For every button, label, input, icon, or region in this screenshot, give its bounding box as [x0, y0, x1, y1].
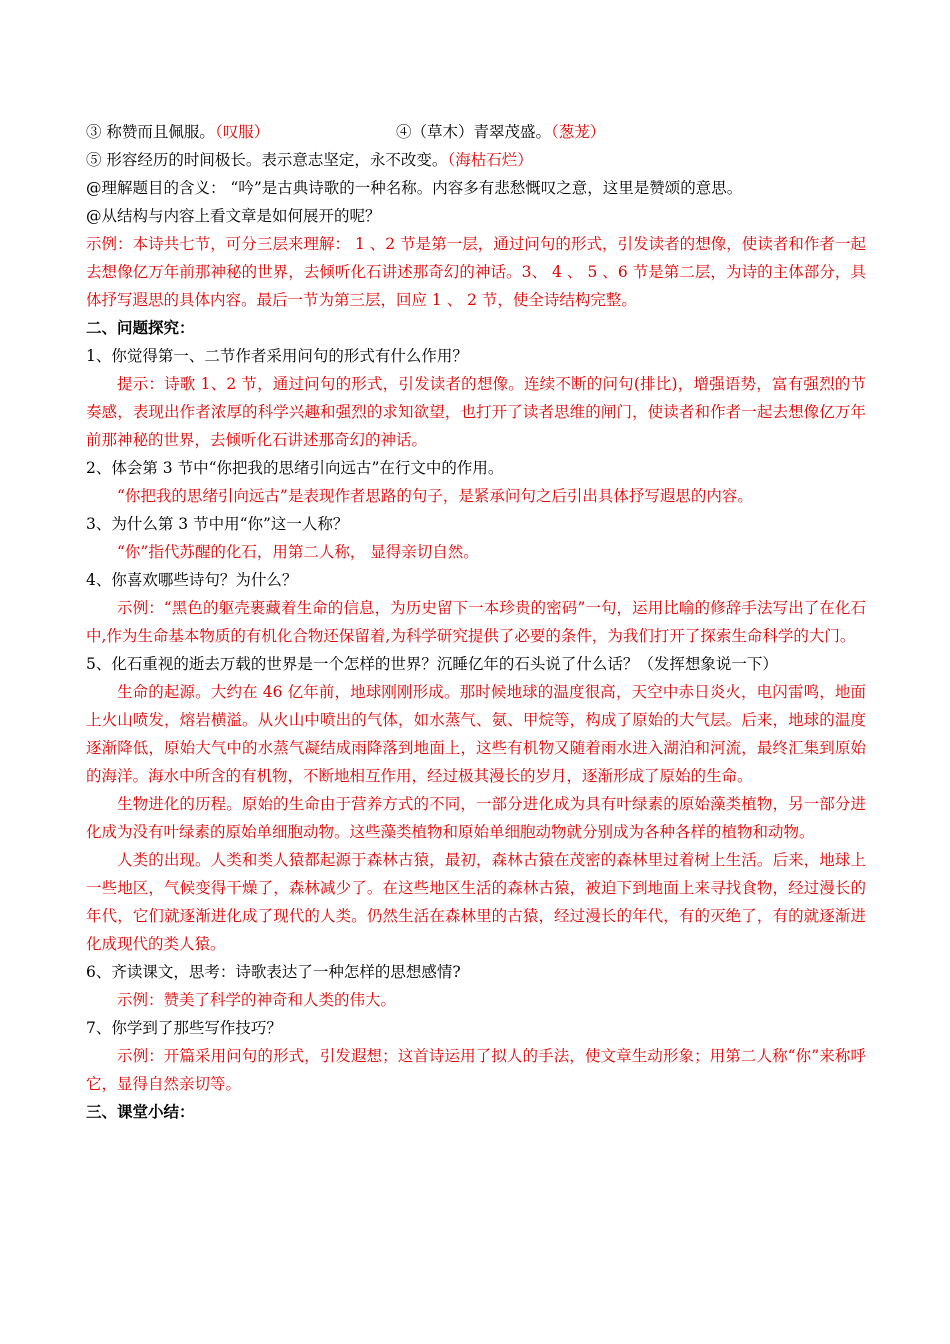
- vocab-item-5-text: ⑤ 形容经历的时间极长。表示意志坚定，永不改变。: [86, 151, 448, 169]
- answer-1: 提示：诗歌 1、2 节，通过问句的形式，引发读者的想像。连续不断的问句(排比)，增强语势，富有强烈的节奏感，表现出作者浓厚的科学兴趣和强烈的求知欲望，也打开了读者思维的闸门，使读者和作者一起去想像亿万年前那神秘的世界，去倾听化石讲述那奇幻的神话。: [86, 375, 866, 449]
- vocab-item-4-answer: （葱茏）: [551, 123, 606, 141]
- question-5: 5、化石重视的逝去万载的世界是一个怎样的世界？沉睡亿年的石头说了什么话？（发挥想象说一下）: [86, 655, 778, 673]
- section-2-heading: 二、问题探究：: [86, 318, 195, 337]
- vocab-item-5: [86, 146, 866, 174]
- answer-5-human-origin: 人类的出现。人类和类人猿都起源于森林古猿，最初，森林古猿在茂密的森林里过着树上生活。后来，地球上一些地区，气候变得干燥了，森林减少了。在这些地区生活的森林古猿，被迫下到地面上来寻找食物，经过漫长的年代，它们就逐渐进化成了现代的人类。仍然生活在森林里的古猿，经过漫长的年代，有的灭绝了，有的就逐渐进化成现代的类人猿。: [86, 851, 866, 953]
- vocab-item-5-answer: （海枯石烂）: [447, 151, 533, 169]
- structure-answer: 示例：本诗共七节，可分三层来理解： 1 、2 节是第一层，通过问句的形式，引发读者的想像，使读者和作者一起去想像亿万年前那神秘的世界，去倾听化石讲述那奇幻的神话。3、 4 、 5 、6 节是第二层，为诗的主体部分，具体抒写遐思的具体内容。最后一节为第三层，回应 1 、 2 节，使全诗结构完整。: [86, 235, 866, 309]
- question-4: 4、你喜欢哪些诗句？为什么？: [86, 571, 298, 589]
- answer-4: 示例：“黑色的躯壳裹藏着生命的信息，为历史留下一本珍贵的密码”一句，运用比喻的修辞手法写出了在化石中,作为生命基本物质的有机化合物还保留着,为科学研究提供了必要的条件，为我们打开了探索生命科学的大门。: [86, 599, 866, 645]
- vocab-row-1: [86, 118, 866, 146]
- document-content: [86, 118, 866, 1126]
- answer-5-origin-of-life: 生命的起源。大约在 46 亿年前，地球刚刚形成。那时候地球的温度很高，天空中赤日炎火，电闪雷鸣，地面上火山喷发，熔岩横溢。从火山中喷出的气体，如水蒸气、氨、甲烷等，构成了原始的大气层。后来，地球的温度逐渐降低，原始大气中的水蒸气凝结成雨降落到地面上，这些有机物又随着雨水进入湖泊和河流，最终汇集到原始的海洋。海水中所含的有机物，不断地相互作用，经过极其漫长的岁月，逐渐形成了原始的生命。: [86, 683, 866, 785]
- vocab-item-4-text: ④（草木）青翠茂盛。: [396, 123, 552, 141]
- answer-2: “你把我的思绪引向远古”是表现作者思路的句子，是紧承问句之后引出具体抒写遐思的内容。: [117, 487, 753, 505]
- question-6: 6、齐读课文，思考：诗歌表达了一种怎样的思想感情?: [86, 963, 461, 981]
- vocab-item-3-text: ③ 称赞而且佩服。: [86, 123, 215, 141]
- question-1: 1、你觉得第一、二节作者采用问句的形式有什么作用？: [86, 347, 468, 365]
- answer-6: 示例：赞美了科学的神奇和人类的伟大。: [117, 991, 397, 1009]
- section-3-heading: 三、课堂小结：: [86, 1102, 195, 1121]
- vocab-item-3-answer: （叹服）: [214, 123, 270, 141]
- question-3: 3、为什么第 3 节中用“你”这一人称？: [86, 515, 349, 533]
- question-2: 2、体会第 3 节中“你把我的思绪引向远古”在行文中的作用。: [86, 459, 504, 477]
- vocab-item-4: [396, 118, 605, 146]
- answer-3: “你”指代苏醒的化石，用第二人称， 显得亲切自然。: [117, 543, 479, 561]
- structure-question: @从结构与内容上看文章是如何展开的呢？: [86, 207, 381, 225]
- answer-7: 示例：开篇采用问句的形式，引发遐想；这首诗运用了拟人的手法，使文章生动形象；用第二人称“你”来称呼它，显得自然亲切等。: [86, 1047, 866, 1093]
- answer-5-evolution: 生物进化的历程。原始的生命由于营养方式的不同，一部分进化成为具有叶绿素的原始藻类植物，另一部分进化成为没有叶绿素的原始单细胞动物。这些藻类植物和原始单细胞动物就分别成为各种各样的植物和动物。: [86, 795, 866, 841]
- question-7: 7、你学到了那些写作技巧？: [86, 1019, 282, 1037]
- title-meaning: @理解题目的含义： “吟”是古典诗歌的一种名称。内容多有悲愁慨叹之意，这里是赞颂的意思。: [86, 179, 743, 197]
- vocab-item-3: [86, 118, 396, 146]
